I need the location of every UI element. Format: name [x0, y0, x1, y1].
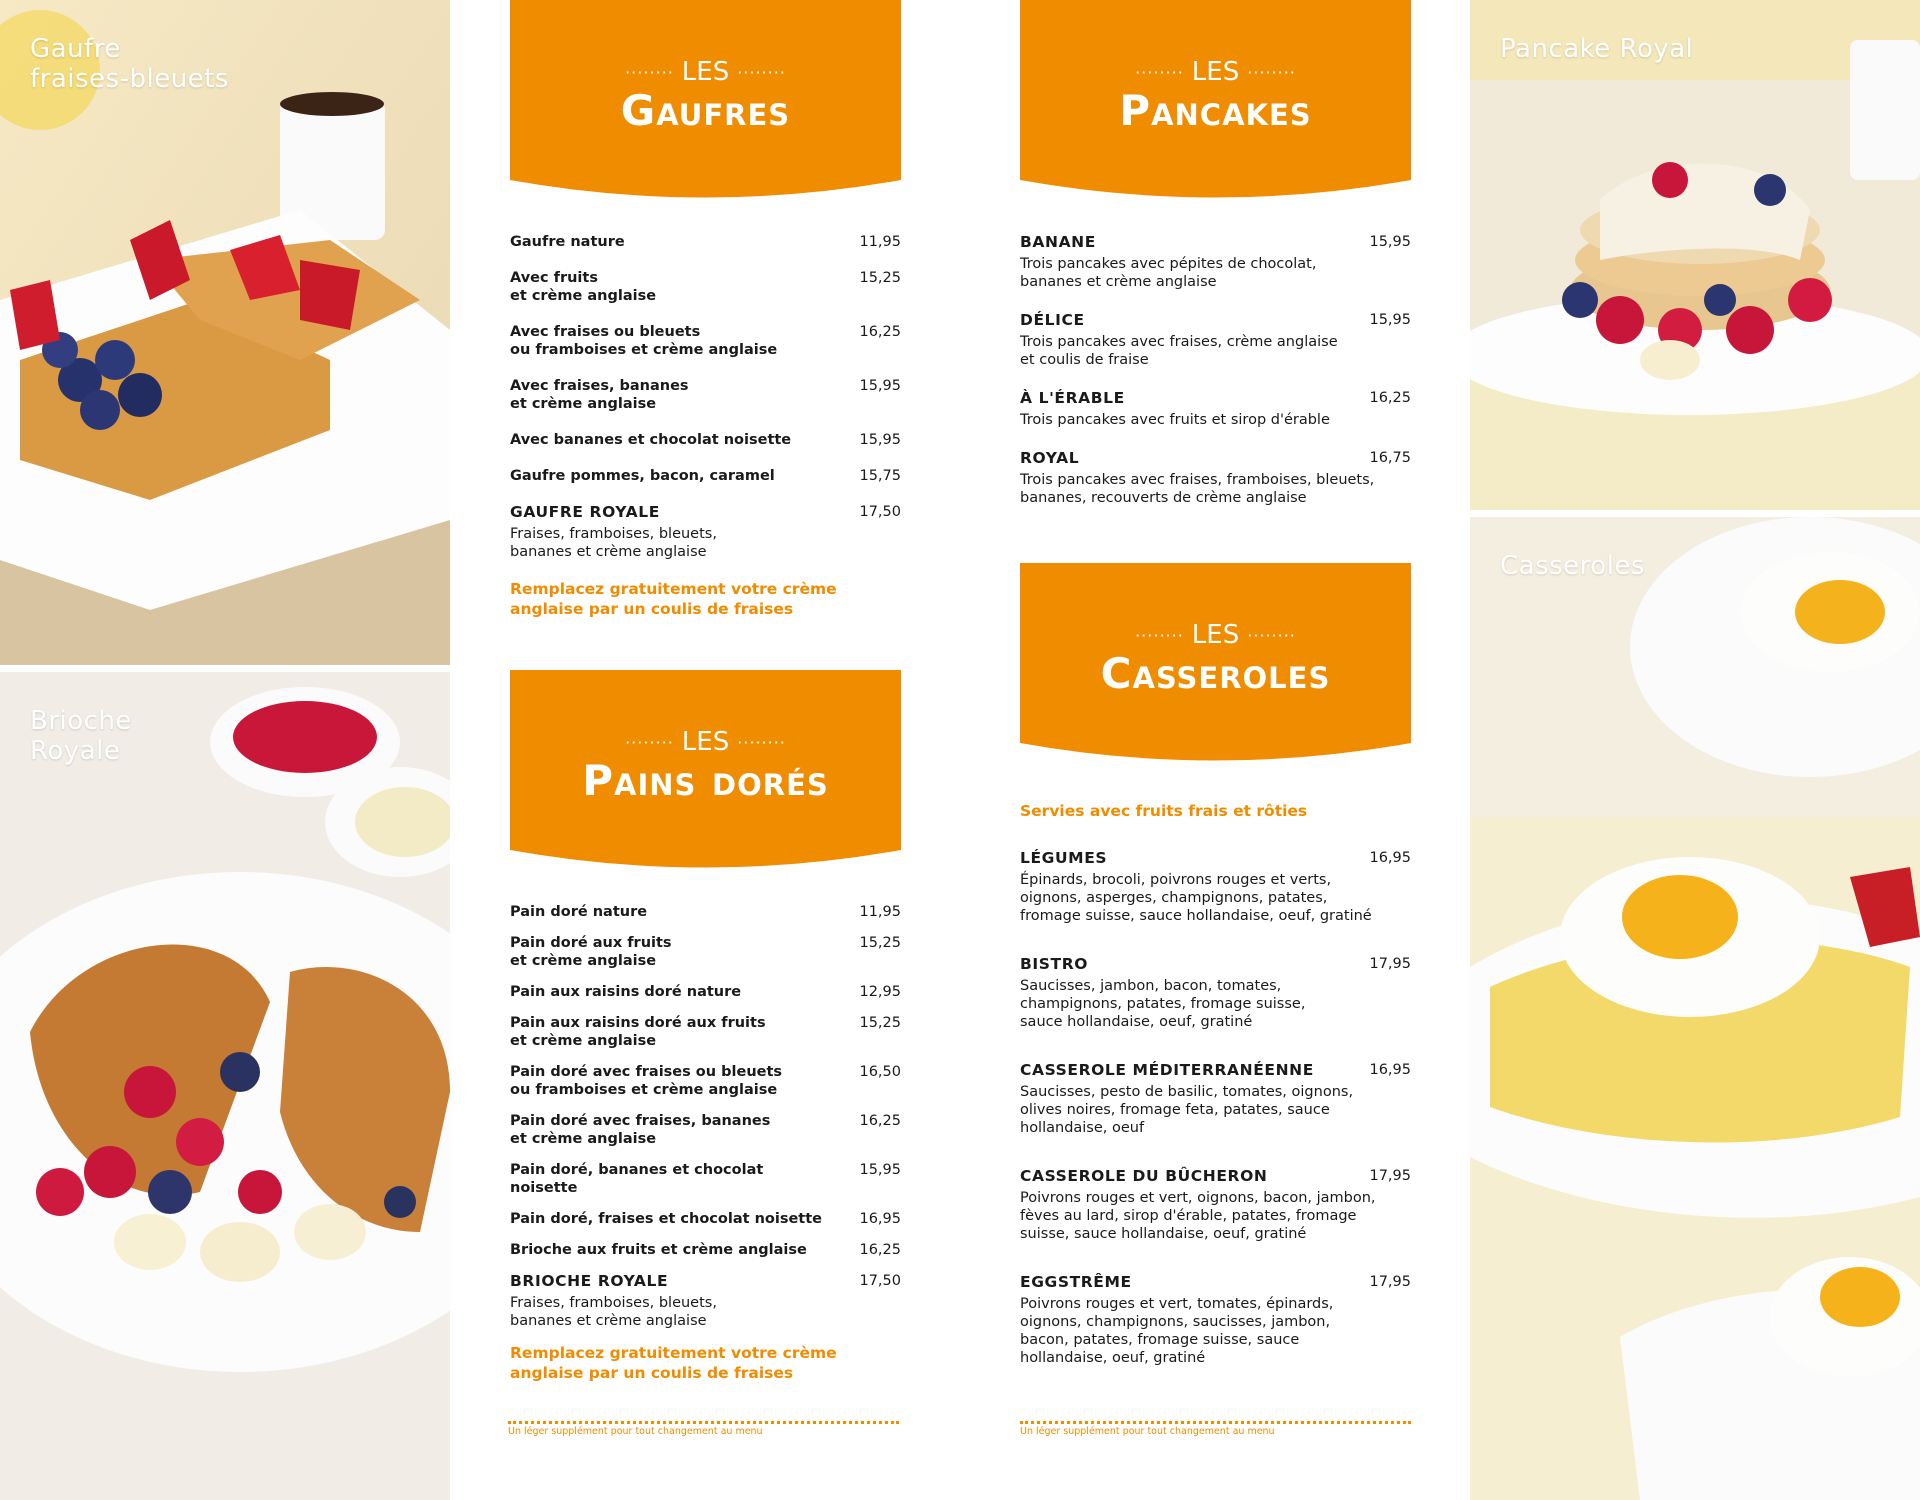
photo-pancake-royal	[1470, 0, 1920, 510]
menu-item	[1020, 1061, 1411, 1137]
item-price: 16,95	[859, 1211, 901, 1227]
item-description: Poivrons rouges et vert, tomates, épinards, oignons, champignons, saucisses, jambon, bacon, patates, fromage suisse, sauce hollandaise, oeuf, gratiné	[1020, 1296, 1334, 1366]
menu-item	[510, 1063, 901, 1099]
item-price: 15,95	[859, 1162, 901, 1178]
item-name: Pain doré, fraises et chocolat noisette	[510, 1211, 823, 1227]
dotted-divider	[1020, 1421, 1411, 1424]
item-price: 15,25	[859, 935, 901, 951]
item-name: Gaufre nature	[510, 234, 625, 250]
photo-brioche-royale	[0, 672, 450, 1500]
menu-item	[510, 323, 901, 359]
banner-les: ········ LES ········	[625, 57, 786, 87]
item-price: 16,50	[859, 1064, 901, 1080]
menu-item	[510, 269, 901, 305]
item-name: À L'ÉRABLE	[1020, 389, 1125, 407]
menu-item	[510, 503, 901, 561]
item-price: 16,95	[1369, 850, 1411, 866]
menu-item	[1020, 311, 1411, 369]
item-price: 17,95	[1369, 1168, 1411, 1184]
menu-item	[510, 377, 901, 413]
section-title-pains-dores: Pains dorés	[582, 756, 829, 805]
item-price: 16,25	[859, 324, 901, 340]
section-title-casseroles: Casseroles	[1100, 649, 1331, 698]
photo-casseroles	[1470, 517, 1920, 1500]
supplement-footnote: Un léger supplément pour tout changement au menu	[1020, 1426, 1275, 1437]
item-price: 16,75	[1369, 450, 1411, 466]
casseroles-illustration	[1470, 517, 1920, 1500]
menu-item	[510, 983, 901, 1001]
waffle-illustration	[0, 0, 450, 665]
item-price: 15,95	[1369, 234, 1411, 250]
brioche-illustration	[0, 672, 450, 1500]
banner-pancakes	[1020, 0, 1411, 200]
item-price: 15,95	[859, 378, 901, 394]
item-name: Pain aux raisins doré nature	[510, 984, 742, 1000]
item-price: 15,75	[859, 468, 901, 484]
item-price: 12,95	[859, 984, 901, 1000]
banner-casseroles	[1020, 563, 1411, 763]
menu-item	[1020, 1273, 1411, 1367]
supplement-footnote: Un léger supplément pour tout changement au menu	[508, 1426, 763, 1437]
item-price: 11,95	[859, 904, 901, 920]
item-name: ROYAL	[1020, 449, 1080, 467]
item-price: 16,25	[1369, 390, 1411, 406]
menu-item	[510, 1241, 901, 1259]
menu-item	[1020, 233, 1411, 291]
item-name: Brioche aux fruits et crème anglaise	[510, 1242, 807, 1258]
item-description: Fraises, framboises, bleuets, bananes et crème anglaise	[510, 526, 717, 560]
item-description: Épinards, brocoli, poivrons rouges et verts, oignons, asperges, champignons, patates, fromage suisse, sauce hollandaise, oeuf, gratiné	[1020, 872, 1372, 924]
photo-caption: Gaufre fraises-bleuets	[30, 34, 229, 94]
item-description: Trois pancakes avec fraises, framboises, bleuets, bananes, recouverts de crème anglaise	[1020, 472, 1375, 506]
item-price: 17,50	[859, 504, 901, 520]
menu-item	[510, 1014, 901, 1050]
item-description: Trois pancakes avec fruits et sirop d'érable	[1020, 412, 1330, 428]
dotted-divider	[508, 1421, 899, 1424]
menu-item	[1020, 849, 1411, 925]
substitution-note: Remplacez gratuitement votre crème anglaise par un coulis de fraises	[510, 580, 837, 618]
item-name: Pain doré aux fruits et crème anglaise	[510, 935, 672, 969]
item-name: DÉLICE	[1020, 311, 1085, 329]
item-name: Avec fruits et crème anglaise	[510, 270, 657, 304]
menu-pancakes	[1020, 233, 1411, 527]
item-name: LÉGUMES	[1020, 849, 1108, 867]
banner-pains-dores	[510, 670, 901, 870]
item-price: 17,95	[1369, 1274, 1411, 1290]
item-price: 16,25	[859, 1113, 901, 1129]
item-name: Pain doré, bananes et chocolat noisette	[510, 1162, 764, 1196]
item-description: Poivrons rouges et vert, oignons, bacon, jambon, fèves au lard, sirop d'érable, patates, fromage suisse, sauce hollandaise, oeuf, gratiné	[1020, 1190, 1376, 1242]
menu-item	[1020, 955, 1411, 1031]
item-name: CASSEROLE DU BÛCHERON	[1020, 1167, 1268, 1185]
item-price: 15,25	[859, 1015, 901, 1031]
photo-caption: Brioche Royale	[30, 706, 132, 766]
menu-item	[510, 1161, 901, 1197]
item-price: 17,95	[1369, 956, 1411, 972]
item-description: Fraises, framboises, bleuets, bananes et crème anglaise	[510, 1295, 717, 1329]
menu-item	[510, 1112, 901, 1148]
item-name: Avec fraises, bananes et crème anglaise	[510, 378, 689, 412]
item-price: 16,95	[1369, 1062, 1411, 1078]
item-name: BRIOCHE ROYALE	[510, 1272, 669, 1290]
menu-item	[510, 431, 901, 449]
photo-caption: Pancake Royal	[1500, 34, 1694, 64]
item-name: CASSEROLE MÉDITERRANÉENNE	[1020, 1061, 1314, 1079]
item-price: 17,50	[859, 1273, 901, 1289]
item-name: Pain aux raisins doré aux fruits et crème anglaise	[510, 1015, 766, 1049]
casseroles-served-note: Servies avec fruits frais et rôties	[1020, 802, 1308, 820]
item-price: 16,25	[859, 1242, 901, 1258]
banner-gaufres	[510, 0, 901, 200]
banner-les: ········ LES ········	[625, 727, 786, 757]
section-title-pancakes: Pancakes	[1119, 86, 1312, 135]
photo-caption: Casseroles	[1500, 551, 1645, 581]
menu-item	[510, 233, 901, 251]
item-price: 15,95	[859, 432, 901, 448]
item-name: Gaufre pommes, bacon, caramel	[510, 468, 775, 484]
item-price: 11,95	[859, 234, 901, 250]
item-name: Pain doré avec fraises, bananes et crème anglaise	[510, 1113, 771, 1147]
menu-item	[1020, 449, 1411, 507]
banner-les: ········ LES ········	[1135, 57, 1296, 87]
menu-casseroles	[1020, 801, 1411, 1367]
menu-item	[1020, 389, 1411, 429]
item-name: BISTRO	[1020, 955, 1089, 973]
item-description: Trois pancakes avec fraises, crème anglaise et coulis de fraise	[1020, 334, 1338, 368]
item-description: Saucisses, pesto de basilic, tomates, oignons, olives noires, fromage feta, patates, sauce hollandaise, oeuf	[1020, 1084, 1354, 1136]
pancake-illustration	[1470, 0, 1920, 510]
item-name: Avec fraises ou bleuets ou framboises et crème anglaise	[510, 324, 778, 358]
menu-item	[510, 934, 901, 970]
item-price: 15,95	[1369, 312, 1411, 328]
item-name: Avec bananes et chocolat noisette	[510, 432, 792, 448]
menu-gaufres	[510, 233, 901, 619]
photo-gaufre-fraises-bleuets	[0, 0, 450, 665]
menu-item	[510, 467, 901, 485]
item-name: EGGSTRÊME	[1020, 1273, 1132, 1291]
item-name: BANANE	[1020, 233, 1096, 251]
menu-item	[510, 903, 901, 921]
substitution-note: Remplacez gratuitement votre crème anglaise par un coulis de fraises	[510, 1344, 837, 1382]
menu-item	[510, 1272, 901, 1330]
menu-pains-dores	[510, 903, 901, 1383]
section-title-gaufres: Gaufres	[620, 86, 791, 135]
item-description: Saucisses, jambon, bacon, tomates, champignons, patates, fromage suisse, sauce hollandaise, oeuf, gratiné	[1020, 978, 1306, 1030]
item-name: Pain doré nature	[510, 904, 648, 920]
banner-les: ········ LES ········	[1135, 620, 1296, 650]
item-price: 15,25	[859, 270, 901, 286]
menu-item	[510, 1210, 901, 1228]
item-description: Trois pancakes avec pépites de chocolat, bananes et crème anglaise	[1020, 256, 1317, 290]
item-name: Pain doré avec fraises ou bleuets ou framboises et crème anglaise	[510, 1064, 783, 1098]
menu-item	[1020, 1167, 1411, 1243]
item-name: GAUFRE ROYALE	[510, 503, 660, 521]
